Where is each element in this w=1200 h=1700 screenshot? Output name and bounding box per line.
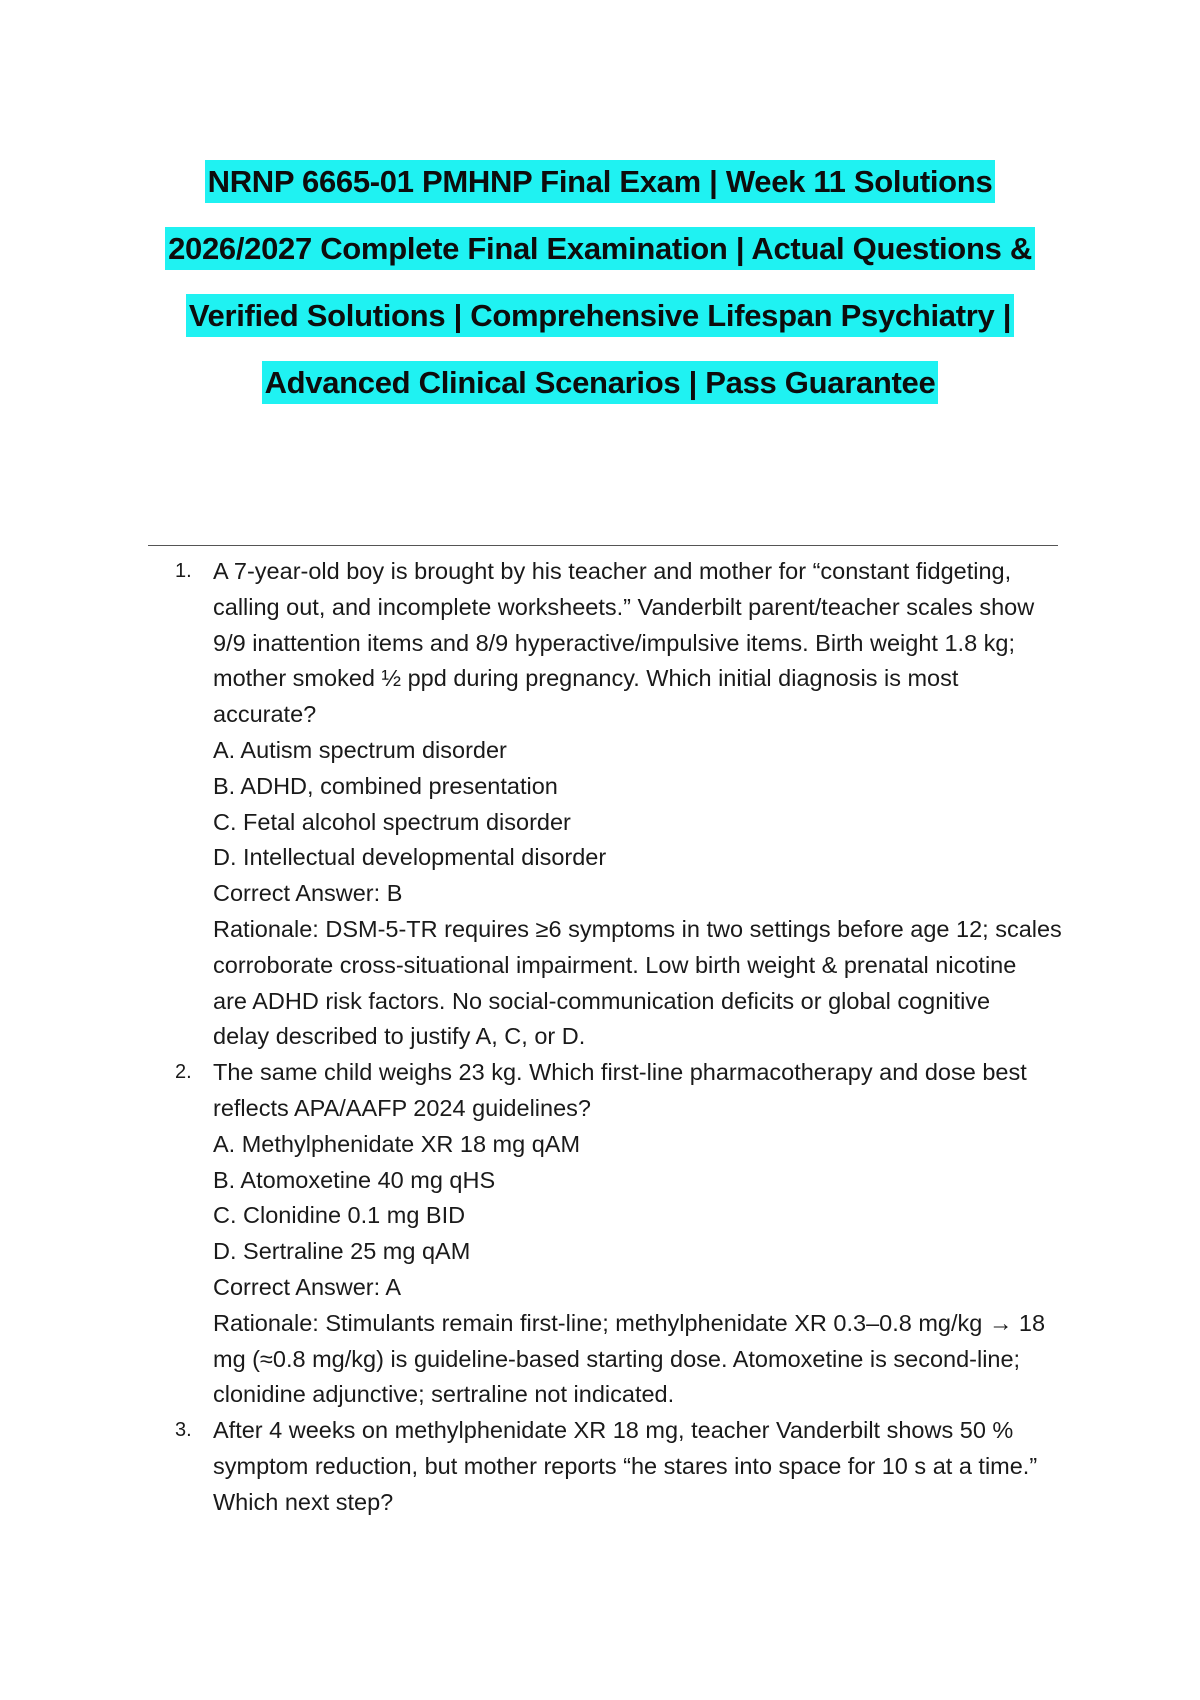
correct-answer: Correct Answer: A (213, 1273, 402, 1300)
answer-option: D. Sertraline 25 mg qAM (213, 1238, 471, 1265)
rationale-line: Rationale: DSM-5-TR requires ≥6 symptoms in two settings before age 12; scales (213, 915, 1062, 942)
answer-option: B. Atomoxetine 40 mg qHS (213, 1166, 496, 1193)
question-stem-line: reflects APA/AAFP 2024 guidelines? (213, 1094, 591, 1121)
answer-option: B. ADHD, combined presentation (213, 772, 558, 799)
question-number: 3. (175, 1419, 192, 1442)
rationale-line: clonidine adjunctive; sertraline not indicated. (213, 1381, 675, 1408)
answer-option: C. Fetal alcohol spectrum disorder (213, 808, 571, 835)
question-stem-line: symptom reduction, but mother reports “he stares into space for 10 s at a time.” (213, 1452, 1038, 1479)
document-title (0, 148, 1200, 416)
rationale-line: Rationale: Stimulants remain first-line; methylphenidate XR 0.3–0.8 mg/kg → 18 (213, 1309, 1046, 1336)
title-line: Verified Solutions | Comprehensive Lifespan Psychiatry | (0, 282, 1200, 349)
title-line: NRNP 6665-01 PMHNP Final Exam | Week 11 Solutions (0, 148, 1200, 215)
question-stem-line: After 4 weeks on methylphenidate XR 18 mg, teacher Vanderbilt shows 50 % (213, 1417, 1014, 1444)
rationale-line: corroborate cross-situational impairment. Low birth weight & prenatal nicotine (213, 951, 1017, 978)
question-number: 1. (175, 560, 192, 582)
question-3 (175, 1413, 1075, 1520)
question-stem-line: The same child weighs 23 kg. Which first-line pharmacotherapy and dose best (213, 1059, 1027, 1086)
rationale-line: are ADHD risk factors. No social-communication deficits or global cognitive (213, 987, 991, 1014)
question-1 (175, 554, 1075, 1055)
question-stem-line: mother smoked ½ ppd during pregnancy. Which initial diagnosis is most (213, 665, 959, 692)
answer-option: A. Methylphenidate XR 18 mg qAM (213, 1130, 581, 1157)
question-stem-line: A 7-year-old boy is brought by his teacher and mother for “constant fidgeting, (213, 558, 1012, 584)
title-line: Advanced Clinical Scenarios | Pass Guarantee (0, 349, 1200, 416)
horizontal-divider (148, 545, 1058, 546)
question-stem-line: Which next step? (213, 1488, 394, 1515)
answer-option: A. Autism spectrum disorder (213, 736, 507, 763)
question-number: 2. (175, 1061, 192, 1084)
question-stem-line: 9/9 inattention items and 8/9 hyperactive/impulsive items. Birth weight 1.8 kg; (213, 629, 1016, 656)
title-line: 2026/2027 Complete Final Examination | Actual Questions & (0, 215, 1200, 282)
question-stem-line: calling out, and incomplete worksheets.” Vanderbilt parent/teacher scales show (213, 593, 1035, 620)
answer-option: C. Clonidine 0.1 mg BID (213, 1202, 466, 1229)
correct-answer: Correct Answer: B (213, 880, 403, 907)
question-2 (175, 1055, 1075, 1413)
rationale-line: delay described to justify A, C, or D. (213, 1023, 586, 1050)
question-stem-line: accurate? (213, 701, 317, 728)
rationale-line: mg (≈0.8 mg/kg) is guideline-based starting dose. Atomoxetine is second-line; (213, 1345, 1021, 1372)
question-list (175, 554, 1075, 1521)
answer-option: D. Intellectual developmental disorder (213, 844, 607, 871)
